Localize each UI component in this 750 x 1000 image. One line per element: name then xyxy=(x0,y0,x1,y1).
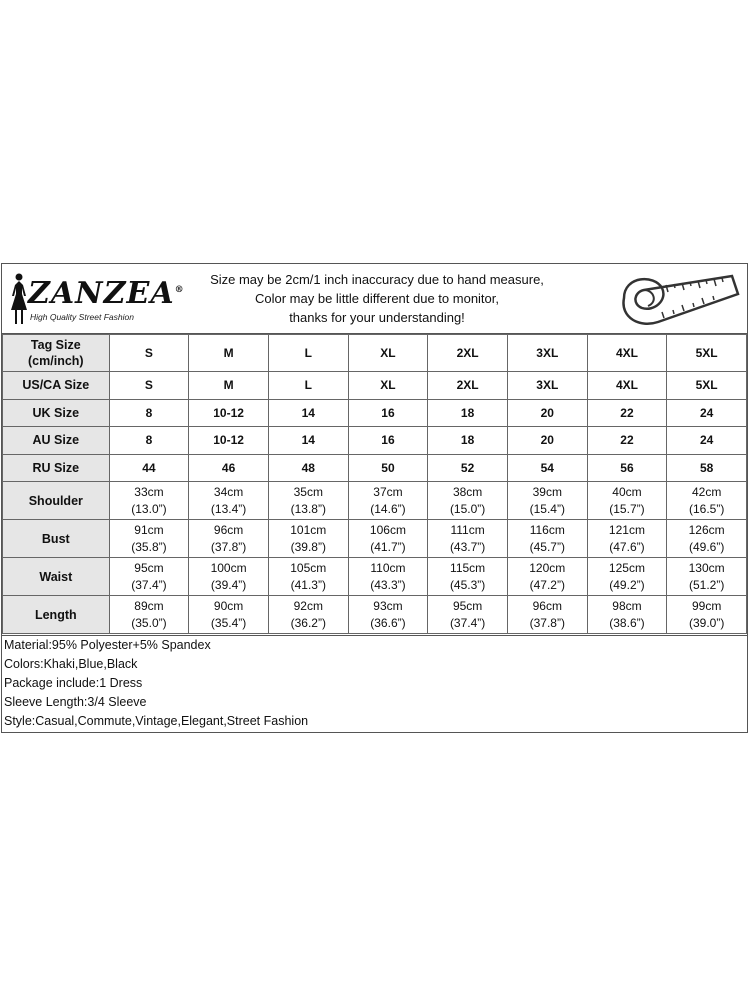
measurement-cm: 35cm xyxy=(293,484,323,499)
measurement-cm: 101cm xyxy=(290,522,327,537)
measurement-cell xyxy=(667,558,747,596)
measurement-cell xyxy=(507,482,587,520)
measurement-cell xyxy=(667,596,747,634)
table-row xyxy=(3,427,747,455)
measurement-cm: 95cm xyxy=(452,598,483,613)
measurement-cm: 93cm xyxy=(373,598,403,613)
measurement-inch: (41.3”) xyxy=(290,577,326,592)
measurement-cell xyxy=(189,596,269,634)
info-sleeve-length: Sleeve Length:3/4 Sleeve xyxy=(4,695,147,709)
measurement-cell xyxy=(587,558,667,596)
tag-size-cell: XL xyxy=(348,335,428,372)
measurement-inch: (15.7”) xyxy=(609,501,645,516)
size-cell: 52 xyxy=(428,454,508,482)
measurement-cm: 120cm xyxy=(529,560,566,575)
measurement-cell xyxy=(428,482,508,520)
size-cell: 18 xyxy=(428,427,508,455)
size-cell: 20 xyxy=(507,427,587,455)
size-cell: XL xyxy=(348,372,428,400)
info-package: Package include:1 Dress xyxy=(4,676,143,690)
measurement-inch: (43.3”) xyxy=(370,577,406,592)
measurement-cell xyxy=(348,482,428,520)
measurement-cm: 34cm xyxy=(213,484,244,499)
logo-tagline: High Quality Street Fashion xyxy=(30,312,134,322)
measurement-inch: (14.6”) xyxy=(370,501,406,516)
measurement-cell xyxy=(507,520,587,558)
measurement-cell xyxy=(348,596,428,634)
table-row xyxy=(3,558,747,596)
measurement-inch: (39.0”) xyxy=(688,615,725,630)
size-cell: 4XL xyxy=(587,372,667,400)
size-cell: 46 xyxy=(189,454,269,482)
size-cell: 24 xyxy=(667,399,747,427)
size-cell: 50 xyxy=(348,454,428,482)
table-row xyxy=(3,482,747,520)
measurement-cm: 111cm xyxy=(450,522,485,537)
row-label: US/CA Size xyxy=(3,372,110,400)
row-label: AU Size xyxy=(3,427,110,455)
info-material: Material:95% Polyester+5% Spandex xyxy=(4,638,211,652)
size-cell: 20 xyxy=(507,399,587,427)
size-cell: L xyxy=(268,372,348,400)
measurement-inch: (15.0”) xyxy=(449,501,486,516)
measurement-cm: 42cm xyxy=(691,484,722,499)
table-row xyxy=(3,399,747,427)
tag-size-cell: 3XL xyxy=(507,335,587,372)
measurement-cm: 37cm xyxy=(373,484,403,499)
measurement-inch: (47.2”) xyxy=(529,577,565,592)
measurement-cell xyxy=(428,520,508,558)
notice-line: Color may be little different due to monitor, xyxy=(255,291,499,306)
measurement-cm: 91cm xyxy=(134,522,164,537)
measurement-cell xyxy=(268,482,348,520)
measurement-cell xyxy=(587,520,667,558)
size-cell: 22 xyxy=(587,399,667,427)
size-cell: 44 xyxy=(109,454,189,482)
measurement-inch: (37.4”) xyxy=(449,615,486,630)
size-cell: S xyxy=(109,372,189,400)
row-label: UK Size xyxy=(3,399,110,427)
measurement-cm: 39cm xyxy=(532,484,562,499)
measurement-cell xyxy=(109,482,189,520)
row-label: Length xyxy=(3,596,110,634)
size-cell: 8 xyxy=(109,427,189,455)
measurement-cell xyxy=(587,482,667,520)
size-cell: 8 xyxy=(109,399,189,427)
measurement-inch: (37.8”) xyxy=(210,539,247,554)
measurement-cell xyxy=(109,596,189,634)
row-label: Waist xyxy=(3,558,110,596)
measurement-inch: (16.5”) xyxy=(688,501,725,516)
measurement-cm: 106cm xyxy=(369,522,406,537)
measurement-cm: 116cm xyxy=(529,522,565,537)
measurement-cell xyxy=(667,520,747,558)
measurement-inch: (45.7”) xyxy=(529,539,565,554)
table-row xyxy=(3,454,747,482)
tag-size-cell: M xyxy=(189,335,269,372)
size-cell: 14 xyxy=(268,399,348,427)
size-cell: 56 xyxy=(587,454,667,482)
measurement-inch: (13.4”) xyxy=(210,501,247,516)
measurement-cm: 125cm xyxy=(608,560,645,575)
measurement-inch: (36.2”) xyxy=(290,615,326,630)
measurement-cm: 115cm xyxy=(450,560,486,575)
tag-size-cell: L xyxy=(268,335,348,372)
measurement-cell xyxy=(507,596,587,634)
measurement-inch: (41.7”) xyxy=(370,539,406,554)
measuring-tape-icon xyxy=(614,268,742,330)
measurement-cell xyxy=(268,596,348,634)
measurement-cm: 95cm xyxy=(134,560,164,575)
measurement-inch: (39.8”) xyxy=(290,539,326,554)
measurement-cell xyxy=(348,558,428,596)
measurement-cm: 99cm xyxy=(691,598,722,613)
measurement-cell xyxy=(189,558,269,596)
size-chart xyxy=(1,263,748,733)
row-label: Shoulder xyxy=(3,482,110,520)
measurement-cm: 105cm xyxy=(290,560,327,575)
measurement-cm: 96cm xyxy=(532,598,562,613)
size-cell: 3XL xyxy=(507,372,587,400)
size-cell: 54 xyxy=(507,454,587,482)
row-label: Bust xyxy=(3,520,110,558)
measurement-inch: (51.2”) xyxy=(688,577,725,592)
measurement-cm: 92cm xyxy=(293,598,323,613)
size-cell: M xyxy=(189,372,269,400)
measurement-cell xyxy=(109,520,189,558)
tag-size-cell: 5XL xyxy=(667,335,747,372)
measurement-cm: 130cm xyxy=(688,560,725,575)
measurement-inch: (49.6”) xyxy=(688,539,725,554)
measurement-cell xyxy=(428,596,508,634)
size-cell: 16 xyxy=(348,399,428,427)
measurement-cell xyxy=(109,558,189,596)
measurement-cell xyxy=(428,558,508,596)
measurement-inch: (13.8”) xyxy=(290,501,326,516)
size-cell: 22 xyxy=(587,427,667,455)
notice-line: thanks for your understanding! xyxy=(289,310,465,325)
size-cell: 48 xyxy=(268,454,348,482)
measurement-inch: (47.6”) xyxy=(609,539,645,554)
logo-wordmark: ZANZEA® xyxy=(28,276,185,311)
table-row xyxy=(3,596,747,634)
size-cell: 2XL xyxy=(428,372,508,400)
measurement-inch: (35.0”) xyxy=(131,615,167,630)
measurement-inch: (13.0”) xyxy=(131,501,167,516)
tag-size-cell: S xyxy=(109,335,189,372)
measurement-inch: (15.4”) xyxy=(529,501,565,516)
measurement-cm: 121cm xyxy=(608,522,645,537)
measurement-inch: (35.8”) xyxy=(131,539,167,554)
chart-header xyxy=(2,264,747,334)
measurement-cell xyxy=(189,482,269,520)
size-cell: 18 xyxy=(428,399,508,427)
measurement-inch: (35.4”) xyxy=(210,615,247,630)
size-cell: 10-12 xyxy=(189,427,269,455)
measurement-inch: (43.7”) xyxy=(449,539,486,554)
measurement-inch: (36.6”) xyxy=(370,615,406,630)
measurement-cm: 110cm xyxy=(370,560,406,575)
measurement-inch: (39.4”) xyxy=(210,577,247,592)
measurement-cm: 98cm xyxy=(612,598,642,613)
tag-size-cell: 2XL xyxy=(428,335,508,372)
measurement-cell xyxy=(189,520,269,558)
brand-logo xyxy=(8,270,185,328)
info-style: Style:Casual,Commute,Vintage,Elegant,Street Fashion xyxy=(4,714,309,728)
size-cell: 5XL xyxy=(667,372,747,400)
product-info xyxy=(2,635,747,731)
notice-line: Size may be 2cm/1 inch inaccuracy due to hand measure, xyxy=(210,272,544,287)
size-cell: 10-12 xyxy=(189,399,269,427)
measurement-cm: 38cm xyxy=(452,484,483,499)
size-cell: 24 xyxy=(667,427,747,455)
size-table xyxy=(2,334,747,634)
size-cell: 58 xyxy=(667,454,747,482)
table-row-tag-size xyxy=(3,335,747,372)
tag-size-label: Tag Size (cm/inch) xyxy=(3,335,110,372)
measurement-inch: (37.8”) xyxy=(529,615,565,630)
measurement-cell xyxy=(348,520,428,558)
measurement-cell xyxy=(268,558,348,596)
tag-size-cell: 4XL xyxy=(587,335,667,372)
measurement-cell xyxy=(587,596,667,634)
measurement-cm: 33cm xyxy=(134,484,164,499)
measurement-inch: (49.2”) xyxy=(609,577,645,592)
info-colors: Colors:Khaki,Blue,Black xyxy=(4,657,138,671)
table-row xyxy=(3,520,747,558)
row-label: RU Size xyxy=(3,454,110,482)
fashion-figure-icon xyxy=(8,272,30,326)
measurement-inch: (37.4”) xyxy=(131,577,167,592)
measurement-notice xyxy=(182,270,572,327)
size-cell: 14 xyxy=(268,427,348,455)
measurement-cell xyxy=(667,482,747,520)
measurement-cell xyxy=(507,558,587,596)
table-row xyxy=(3,372,747,400)
measurement-cm: 90cm xyxy=(213,598,244,613)
measurement-cm: 40cm xyxy=(612,484,642,499)
size-cell: 16 xyxy=(348,427,428,455)
measurement-cm: 96cm xyxy=(213,522,244,537)
measurement-cm: 100cm xyxy=(210,560,247,575)
measurement-inch: (45.3”) xyxy=(449,577,486,592)
measurement-cell xyxy=(268,520,348,558)
measurement-cm: 89cm xyxy=(134,598,164,613)
measurement-cm: 126cm xyxy=(688,522,725,537)
measurement-inch: (38.6”) xyxy=(609,615,645,630)
